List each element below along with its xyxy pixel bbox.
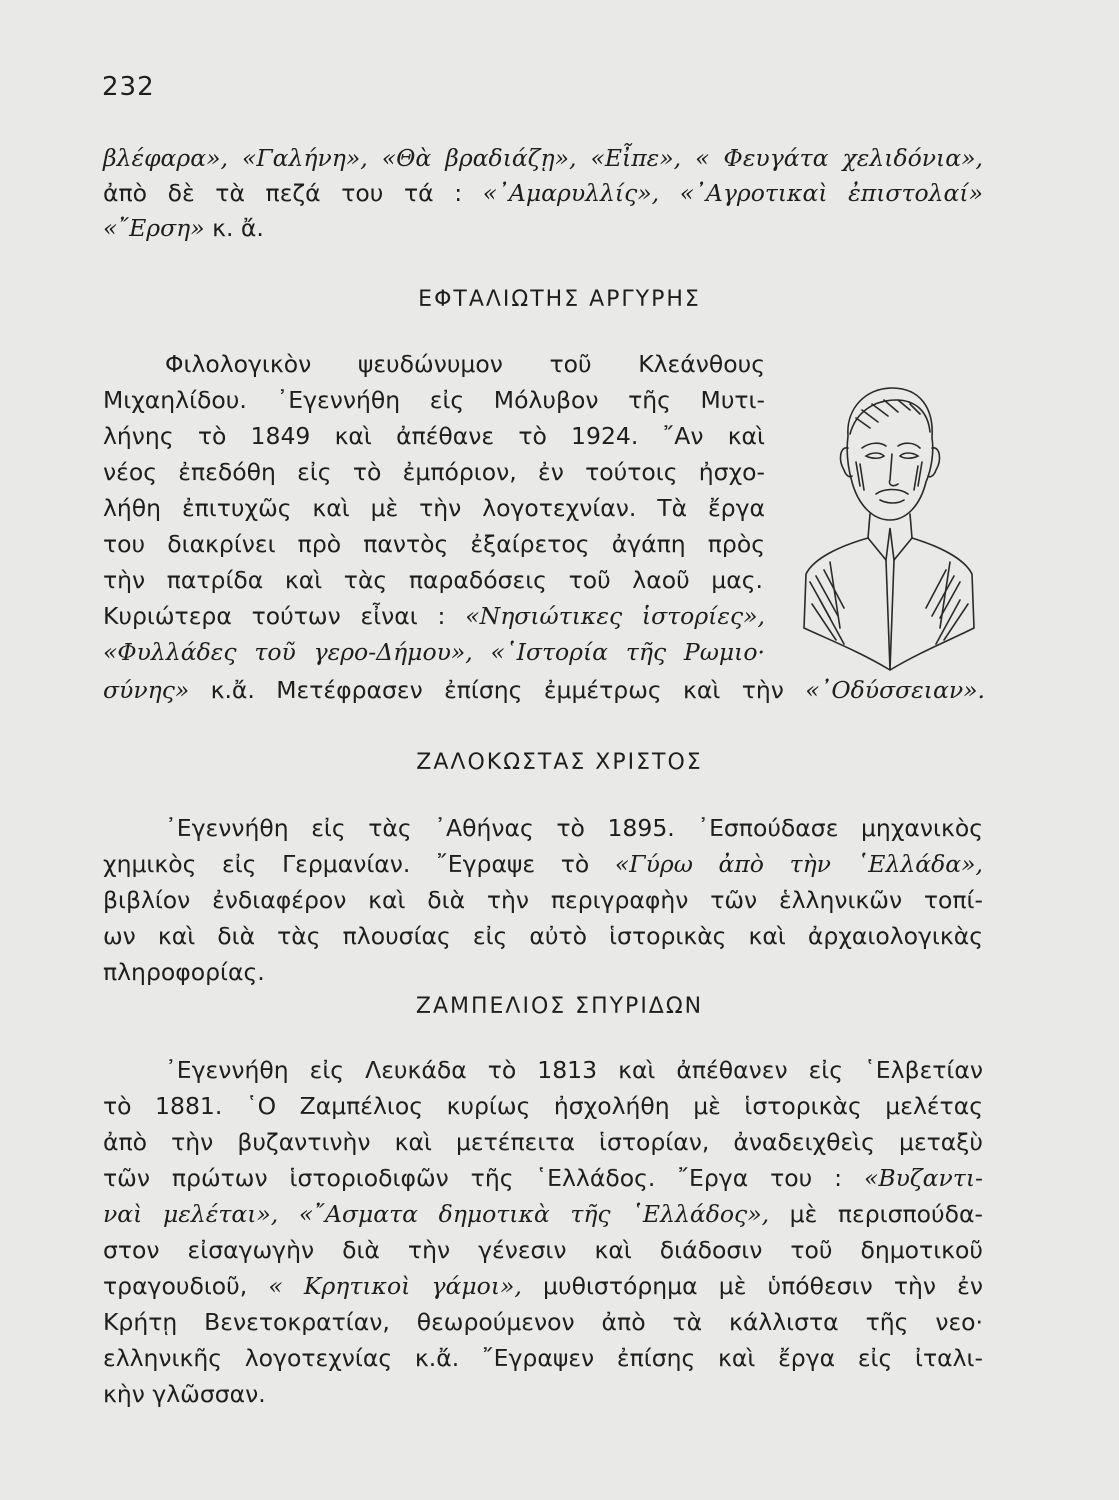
section1-line: λήνης τὸ 1849 καὶ ἀπέθανε τὸ 1924. ῎Αν καὶ bbox=[103, 422, 765, 450]
intro-line-3-title: «῎Ερση» bbox=[103, 214, 205, 242]
section3-novel-title: « Κρητικοὶ γάμοι», bbox=[268, 1272, 522, 1300]
section-heading-zalokostas: ΖΑΛΟΚΩΣΤΑΣ ΧΡΙΣΤΟΣ bbox=[416, 750, 703, 775]
section3-text: τραγουδιοῦ, bbox=[103, 1272, 248, 1300]
section1-line: του διακρίνει πρὸ παντὸς ἐξαίρετος ἀγάπη πρὸς bbox=[103, 530, 765, 558]
section-heading-zampelios: ΖΑΜΠΕΛΙΟΣ ΣΠΥΡΙΔΩΝ bbox=[415, 994, 704, 1019]
intro-line-3 bbox=[103, 212, 983, 244]
section1-last-text: κ.ἄ. Μετέφρασεν ἐπίσης ἐμμέτρως καὶ τὴν bbox=[210, 676, 784, 704]
section1-line: τὴν πατρίδα καὶ τὰς παραδόσεις τοῦ λαοῦ μας. bbox=[103, 566, 763, 594]
section3-text: μὲ περισπούδα- bbox=[789, 1200, 983, 1228]
section3-line: Κρήτῃ Βενετοκρατίαν, θεωρούμενον ἀπὸ τὰ κάλλιστα τῆς νεο· bbox=[103, 1308, 983, 1336]
section-heading-eftaliotis: ΕΦΤΑΛΙΩΤΗΣ ΑΡΓΥΡΗΣ bbox=[418, 287, 701, 312]
section1-line: Μιχαηλίδου. ᾿Εγεννήθη εἰς Μόλυβον τῆς Μυτι- bbox=[103, 386, 765, 414]
section2-line: ων καὶ διὰ τὰς πλουσίας εἰς αὐτὸ ἱστορικὰς καὶ ἀρχαιολογικὰς bbox=[103, 922, 983, 950]
page-number: 232 bbox=[102, 72, 155, 102]
section3-work-titles: ναὶ μελέται», «῎Ασματα δημοτικὰ τῆς ῾Ελλάδος», bbox=[103, 1200, 770, 1228]
section3-works-label: τῶν πρώτων ἱστοριοδιφῶν τῆς ῾Ελλάδος. ῎Εργα του : bbox=[103, 1164, 843, 1192]
section2-text: χημικὸς εἰς Γερμανίαν. ῎Εγραψε τὸ bbox=[103, 850, 590, 878]
section1-work-title: «Νησιώτικες ἱστορίες», bbox=[465, 602, 765, 630]
section2-book-title: «Γύρω ἀπὸ τὴν ῾Ελλάδα», bbox=[614, 850, 983, 878]
section2-line-title bbox=[103, 848, 983, 880]
section2-line: βιβλίον ἐνδιαφέρον καὶ διὰ τὴν περιγραφὴν τῶν ἑλληνικῶν τοπί- bbox=[103, 886, 983, 914]
section1-odyssey-title: «᾿Οδύσσειαν». bbox=[805, 676, 985, 704]
section3-line: τὸ 1881. ῾Ο Ζαμπέλιος κυρίως ἠσχολήθη μὲ ἱστορικὰς μελέτας bbox=[103, 1092, 983, 1120]
portrait-illustration bbox=[800, 378, 978, 676]
section3-line: κὴν γλῶσσαν. bbox=[103, 1380, 266, 1408]
section1-line-works bbox=[103, 600, 765, 632]
intro-line-3-suffix: κ. ἄ. bbox=[212, 214, 264, 242]
section2-line: ᾿Εγεννήθη εἰς τὰς ᾿Αθήνας τὸ 1895. ᾿Εσπούδασε μηχανικὸς bbox=[165, 814, 983, 842]
section3-line: στον εἰσαγωγὴν διὰ τὴν γένεσιν καὶ διάδοσιν τοῦ δημοτικοῦ bbox=[103, 1236, 983, 1264]
section1-work-titles: «Φυλλάδες τοῦ γερο-Δήμου», «῾Ιστορία τῆς Ρωμιο· bbox=[103, 638, 765, 666]
intro-line-2 bbox=[103, 177, 983, 209]
section1-work-title-end: σύνης» bbox=[103, 676, 190, 704]
intro-line-2-titles: «᾿Αμαρυλλίς», «᾿Αγροτικαὶ ἐπιστολαί» bbox=[482, 179, 983, 207]
section3-line-novel bbox=[103, 1270, 983, 1302]
section1-line-last bbox=[103, 674, 985, 706]
section3-text: μυθιστόρημα μὲ ὑπόθεσιν τὴν ἐν bbox=[543, 1272, 984, 1300]
section1-works-label: Κυριώτερα τούτων εἶναι : bbox=[103, 602, 446, 630]
section1-line: Φιλολογικὸν ψευδώνυμον τοῦ Κλεάνθους bbox=[165, 350, 765, 378]
section1-line-works-2 bbox=[103, 636, 765, 668]
section2-line: πληροφορίας. bbox=[103, 958, 265, 986]
section3-line: ᾿Εγεννήθη εἰς Λευκάδα τὸ 1813 καὶ ἀπέθανεν εἰς ῾Ελβετίαν bbox=[165, 1056, 983, 1084]
section3-line-works bbox=[103, 1162, 983, 1194]
section3-line: ἀπὸ τὴν βυζαντινὴν καὶ μετέπειτα ἱστορίαν, ἀναδειχθεὶς μεταξὺ bbox=[103, 1128, 983, 1156]
intro-line-2-text: ἀπὸ δὲ τὰ πεζά του τά : bbox=[103, 179, 463, 207]
intro-titles: «Γαλήνη», «Θὰ βραδιάζῃ», «Εἶπε», « Φευγάτα χελιδόνια», bbox=[241, 144, 983, 172]
section1-line: λήθη ἐπιτυχῶς καὶ μὲ τὴν λογοτεχνίαν. Τὰ ἔργα bbox=[103, 494, 765, 522]
section3-line: ελληνικῆς λογοτεχνίας κ.ἄ. ῎Εγραψεν ἐπίσης καὶ ἔργα εἰς ἰταλι- bbox=[103, 1344, 983, 1372]
intro-line-1 bbox=[103, 142, 983, 174]
section3-work-title: «Βυζαντι- bbox=[864, 1164, 983, 1192]
section1-line: νέος ἐπεδόθη εἰς τὸ ἐμπόριον, ἐν τούτοις ἠσχο- bbox=[103, 458, 765, 486]
section3-line-works-2 bbox=[103, 1198, 983, 1230]
intro-title-word: βλέφαρα», bbox=[103, 144, 228, 172]
